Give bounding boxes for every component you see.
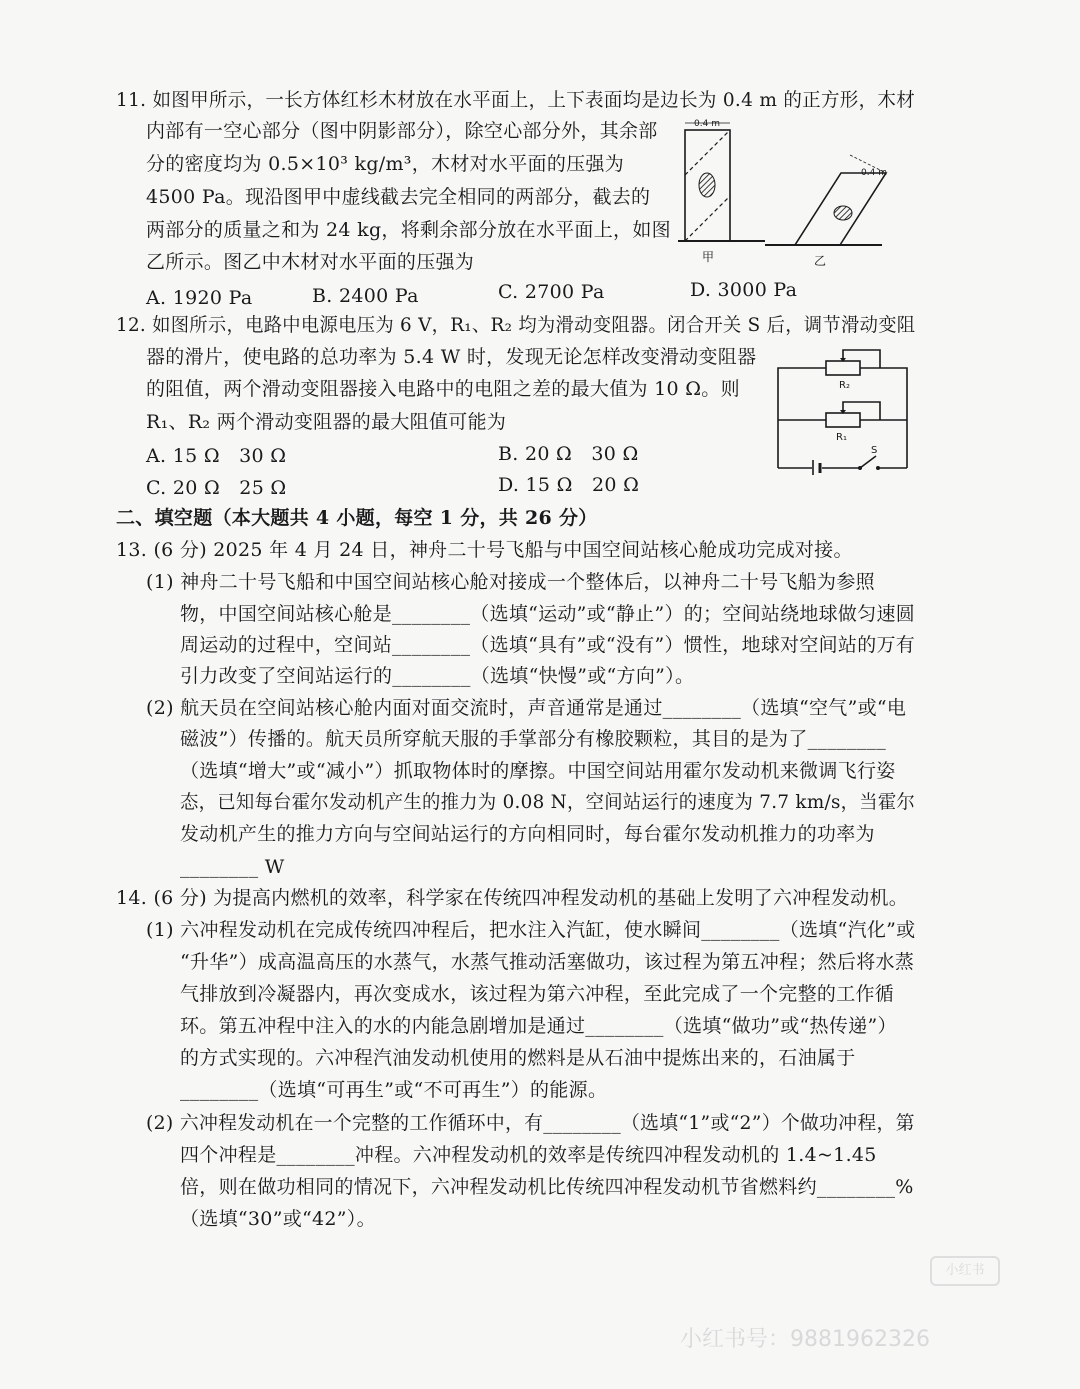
q13-line-11: ________ W bbox=[180, 856, 285, 878]
q11-figure bbox=[660, 115, 890, 275]
q13-line-2: (1) 神舟二十号飞船和中国空间站核心舱对接成一个整体后，以神舟二十号飞船为参照 bbox=[146, 571, 875, 593]
q12-line-3: 的阻值，两个滑动变阻器接入电路中的电阻之差的最大值为 10 Ω。则 bbox=[146, 378, 740, 400]
label-r2: R₂ bbox=[839, 380, 850, 391]
q14-line-3: “升华”）成高温高压的水蒸气，水蒸气推动活塞做功，该过程为第五冲程；然后将水蒸 bbox=[180, 951, 915, 973]
q11-option-d: D. 3000 Pa bbox=[690, 279, 798, 301]
figure-jia bbox=[678, 119, 765, 264]
wire-left bbox=[778, 368, 826, 468]
q12-circuit bbox=[770, 340, 915, 475]
q11-option-c: C. 2700 Pa bbox=[498, 281, 605, 303]
q11-option-b: B. 2400 Pa bbox=[312, 285, 419, 307]
q11-line-6: 乙所示。图乙中木材对水平面的压强为 bbox=[146, 251, 475, 273]
q14-line-8: (2) 六冲程发动机在一个完整的工作循环中，有________（选填“1”或“2”）个做功冲程，第 bbox=[146, 1112, 915, 1134]
q11-line-1: 11. 如图甲所示，一长方体红杉木材放在水平面上，上下表面均是边长为 0.4 m 的正方形，木材 bbox=[116, 89, 916, 111]
q13-line-3: 物，中国空间站核心舱是________（选填“运动”或“静止”）的；空间站绕地球做匀速圆 bbox=[180, 603, 916, 625]
q11-line-4: 4500 Pa。现沿图甲中虚线截去完全相同的两部分，截去的 bbox=[146, 186, 651, 208]
q11-line-3: 分的密度均为 0.5×10³ kg/m³，木材对水平面的压强为 bbox=[146, 153, 625, 175]
q14-line-7: ________（选填“可再生”或“不可再生”）的能源。 bbox=[180, 1079, 608, 1101]
rheostat-r2 bbox=[826, 361, 860, 375]
q14-line-9: 四个冲程是________冲程。六冲程发动机的效率是传统四冲程发动机的 1.4~1.45 bbox=[180, 1144, 877, 1166]
q14-line-5: 环。第五冲程中注入的水的内能急剧增加是通过________（选填“做功”或“热传递”） bbox=[180, 1015, 897, 1037]
cut-line-top bbox=[685, 130, 730, 175]
q13-line-6: (2) 航天员在空间站核心舱内面对面交流时，声音通常是通过________（选填“空气”或“电 bbox=[146, 697, 907, 719]
hollow-part-a bbox=[699, 173, 715, 197]
slider-r2 bbox=[843, 350, 880, 368]
q13-line-4: 周运动的过程中，空间站________（选填“具有”或“没有”）惯性，地球对空间站的万有 bbox=[180, 634, 916, 656]
q14-line-4: 气排放到冷凝器内，再次变成水，该过程为第六冲程，至此完成了一个完整的工作循 bbox=[180, 983, 895, 1005]
figure-label-jia: 甲 bbox=[701, 250, 715, 264]
q14-line-11: （选填“30”或“42”）。 bbox=[180, 1208, 376, 1230]
dimension-label-a: 0.4 m bbox=[694, 119, 720, 129]
q11-line-2: 内部有一空心部分（图中阴影部分），除空心部分外，其余部 bbox=[146, 120, 658, 142]
dimension-label-b: 0.4 m bbox=[861, 168, 887, 178]
q13-line-9: 态，已知每台霍尔发动机产生的推力为 0.08 N，空间站运行的速度为 7.7 km/s，当霍尔 bbox=[180, 791, 916, 813]
q12-option-d: D. 15 Ω 20 Ω bbox=[498, 474, 640, 496]
hollow-part-b bbox=[834, 206, 852, 220]
q12-option-c: C. 20 Ω 25 Ω bbox=[146, 477, 287, 499]
q13-line-8: （选填“增大”或“减小”）抓取物体时的摩擦。中国空间站用霍尔发动机来微调飞行姿 bbox=[180, 760, 896, 782]
switch-contact-b bbox=[876, 466, 880, 470]
switch-contact-a bbox=[858, 466, 862, 470]
switch-lever bbox=[860, 456, 876, 468]
slider-r1 bbox=[843, 402, 880, 420]
q13-line-7: 磁波”）传播的。航天员所穿航天服的手掌部分有橡胶颗粒，其目的是为了________ bbox=[180, 728, 887, 750]
label-r1: R₁ bbox=[836, 432, 847, 443]
q12-line-1: 12. 如图所示，电路中电源电压为 6 V，R₁、R₂ 均为滑动变阻器。闭合开关 S 后，调节滑动变阻 bbox=[116, 314, 916, 336]
q13-line-10: 发动机产生的推力方向与空间站运行的方向相同时，每台霍尔发动机推力的功率为 bbox=[180, 823, 875, 845]
figure-yi bbox=[765, 155, 887, 268]
label-s: S bbox=[871, 445, 878, 456]
q12-line-2: 器的滑片，使电路的总功率为 5.4 W 时，发现无论怎样改变滑动变阻器 bbox=[146, 346, 757, 368]
watermark-logo: 小红书 bbox=[930, 1256, 1000, 1286]
q11-option-a: A. 1920 Pa bbox=[146, 287, 253, 309]
q14-line-6: 的方式实现的。六冲程汽油发动机使用的燃料是从石油中提炼出来的，石油属于 bbox=[180, 1047, 856, 1069]
figure-label-yi: 乙 bbox=[813, 254, 827, 268]
watermark-id: 小红书号：9881962326 bbox=[680, 1327, 930, 1352]
q11-line-5: 两部分的质量之和为 24 kg，将剩余部分放在水平面上，如图 bbox=[146, 219, 671, 241]
q12-option-a: A. 15 Ω 30 Ω bbox=[146, 445, 287, 467]
q14-line-2: (1) 六冲程发动机在完成传统四冲程后，把水注入汽缸，使水瞬间________（选填“汽化”或 bbox=[146, 919, 916, 941]
q13-line-5: 引力改变了空间站运行的________（选填“快慢”或“方向”）。 bbox=[180, 665, 695, 687]
q12-option-b: B. 20 Ω 30 Ω bbox=[498, 443, 639, 465]
wire-right bbox=[860, 368, 907, 468]
section-2-heading: 二、填空题（本大题共 4 小题，每空 1 分，共 26 分） bbox=[116, 507, 598, 529]
q14-line-10: 倍，则在做功相同的情况下，六冲程发动机比传统四冲程发动机节省燃料约________% bbox=[180, 1176, 914, 1198]
rheostat-r1 bbox=[826, 413, 860, 427]
q14-line-1: 14. (6 分) 为提高内燃机的效率，科学家在传统四冲程发动机的基础上发明了六冲程发动机。 bbox=[116, 887, 909, 909]
q13-line-1: 13. (6 分) 2025 年 4 月 24 日，神舟二十号飞船与中国空间站核心舱成功完成对接。 bbox=[116, 539, 853, 561]
cut-line-bottom bbox=[685, 196, 730, 241]
q12-line-4: R₁、R₂ 两个滑动变阻器的最大阻值可能为 bbox=[146, 411, 507, 433]
